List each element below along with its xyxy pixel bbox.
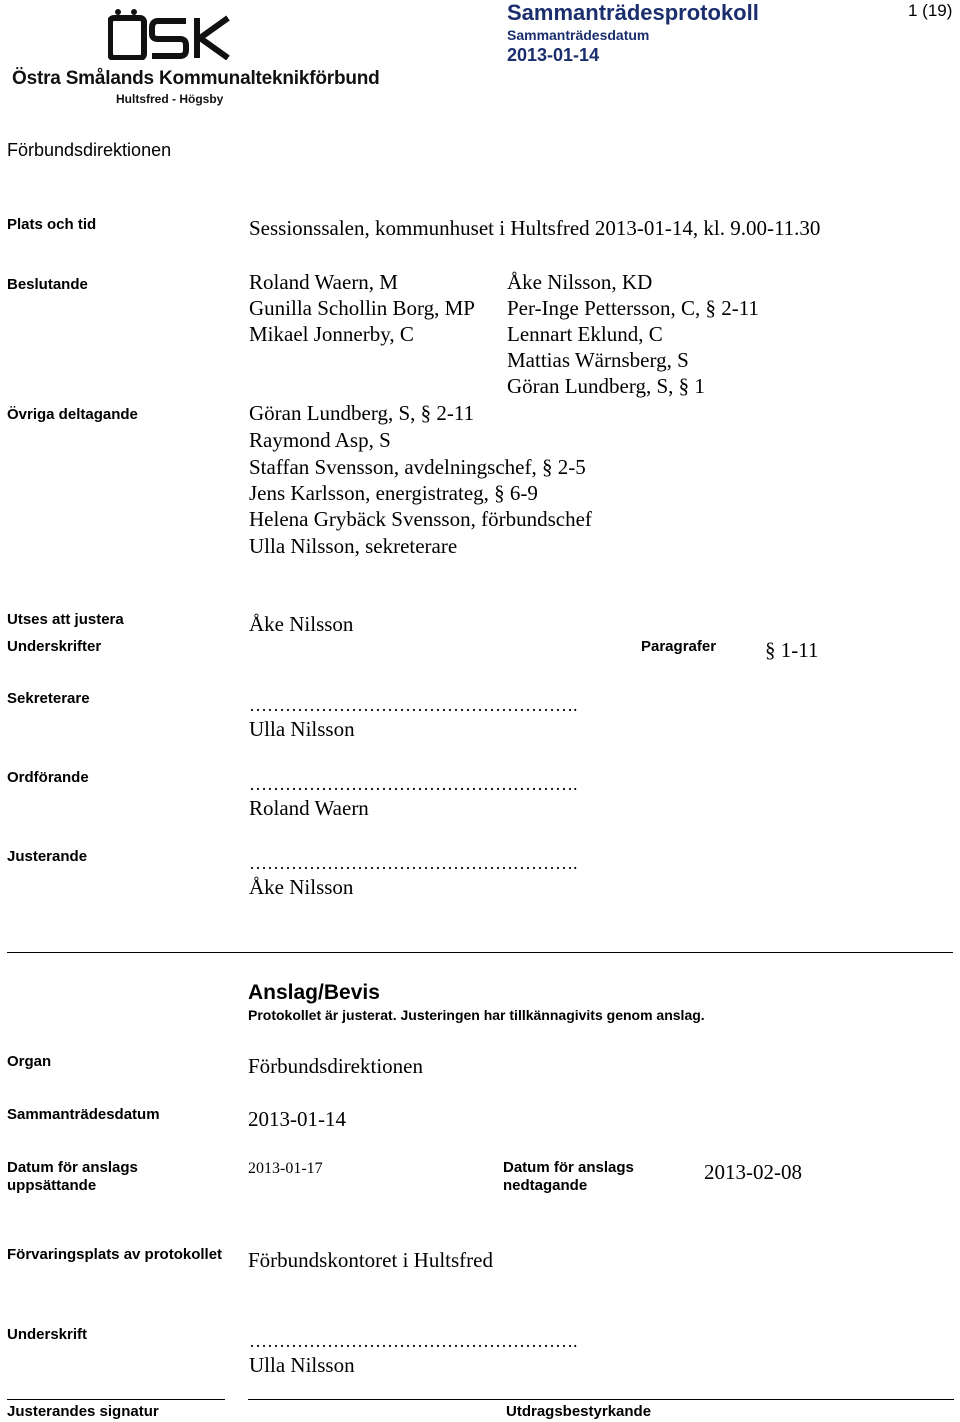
page-number: 1 (19) [908, 1, 953, 20]
beslutande-member: Roland Waern, M [249, 270, 398, 294]
beslutande-member: Per-Inge Pettersson, C, § 2-11 [507, 296, 759, 320]
anslag-title: Anslag/Bevis [248, 981, 380, 1004]
signature-name: Ulla Nilsson [249, 717, 355, 741]
nedtagande-label: Datum för anslags [503, 1159, 634, 1176]
underskrift-name: Ulla Nilsson [249, 1353, 355, 1377]
paragrafer-label: Paragrafer [641, 638, 717, 655]
nedtagande-label-2: nedtagande [503, 1177, 588, 1194]
header-date: 2013-01-14 [507, 45, 600, 65]
ovriga-item: Ulla Nilsson, sekreterare [249, 534, 458, 558]
beslutande-member: Mikael Jonnerby, C [249, 322, 414, 346]
ovriga-item: Staffan Svensson, avdelningschef, § 2-5 [249, 455, 586, 479]
signature-name: Åke Nilsson [249, 875, 354, 899]
beslutande-member: Gunilla Schollin Borg, MP [249, 296, 475, 320]
beslutande-member: Göran Lundberg, S, § 1 [507, 374, 705, 398]
anslag-datum-label: Sammanträdesdatum [7, 1106, 160, 1123]
plats-label: Plats och tid [7, 216, 97, 233]
ovriga-item: Göran Lundberg, S, § 2-11 [249, 401, 475, 425]
plats-value: Sessionssalen, kommunhuset i Hultsfred 2013-01-14, kl. 9.00-11.30 [249, 216, 821, 240]
signature-line: ………………………………………………. [249, 774, 578, 794]
uppsattande-value: 2013-01-17 [248, 1160, 323, 1177]
logo-towns: Hultsfred - Högsby [116, 92, 224, 106]
ovriga-item: Helena Grybäck Svensson, förbundschef [249, 507, 592, 531]
ovriga-label: Övriga deltagande [7, 406, 138, 423]
forvaring-value: Förbundskontoret i Hultsfred [248, 1248, 493, 1272]
ordforande-label: Ordförande [7, 769, 89, 786]
ovriga-item: Raymond Asp, S [249, 428, 391, 452]
beslutande-label: Beslutande [7, 276, 88, 293]
beslutande-member: Mattias Wärnsberg, S [507, 348, 689, 372]
body-name: Förbundsdirektionen [7, 140, 172, 160]
beslutande-member: Åke Nilsson, KD [507, 270, 653, 294]
forvaring-label: Förvaringsplats av protokollet [7, 1246, 223, 1263]
anslag-subtitle: Protokollet är justerat. Justeringen har tillkännagivits genom anslag. [248, 1007, 705, 1023]
logo [108, 8, 232, 60]
underskrift-label: Underskrift [7, 1326, 88, 1343]
signature-line: ………………………………………………. [249, 1331, 578, 1351]
section-divider [7, 952, 953, 953]
osk-logo-icon [108, 8, 232, 60]
footer-justerandes-signatur: Justerandes signatur [7, 1403, 159, 1420]
signature-line: ………………………………………………. [249, 695, 578, 715]
organ-value: Förbundsdirektionen [248, 1054, 423, 1078]
signature-line: ………………………………………………. [249, 853, 578, 873]
paragrafer-value: § 1-11 [765, 638, 819, 662]
anslag-datum-value: 2013-01-14 [248, 1107, 346, 1131]
header-date-label: Sammanträdesdatum [507, 27, 650, 43]
beslutande-member: Lennart Eklund, C [507, 322, 663, 346]
document-title: Sammanträdesprotokoll [507, 0, 759, 25]
logo-org-name: Östra Smålands Kommunalteknikförbund [12, 68, 380, 89]
underskrifter-label: Underskrifter [7, 638, 102, 655]
footer-rule-right [248, 1399, 954, 1400]
utses-label: Utses att justera [7, 611, 124, 628]
sekreterare-label: Sekreterare [7, 690, 90, 707]
justerande-label: Justerande [7, 848, 88, 865]
footer-rule-left [7, 1399, 225, 1400]
uppsattande-label: Datum för anslags [7, 1159, 138, 1176]
ovriga-item: Jens Karlsson, energistrateg, § 6-9 [249, 481, 538, 505]
utses-value: Åke Nilsson [249, 612, 354, 636]
nedtagande-value: 2013-02-08 [704, 1160, 802, 1184]
uppsattande-label-2: uppsättande [7, 1177, 97, 1194]
footer-utdragsbestyrkande: Utdragsbestyrkande [506, 1403, 652, 1420]
organ-label: Organ [7, 1053, 52, 1070]
signature-name: Roland Waern [249, 796, 369, 820]
